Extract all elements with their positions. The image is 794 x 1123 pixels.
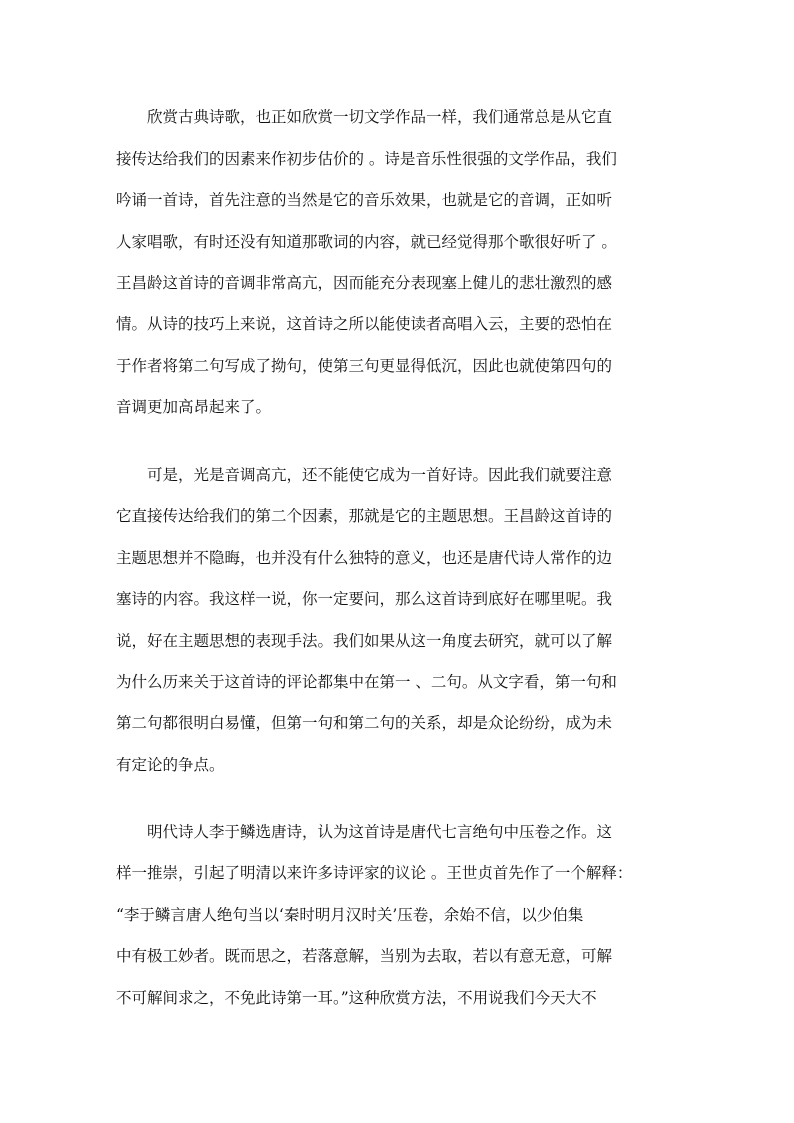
paragraph-line: 中有极工妙者。既而思之，若落意解，当别为去取，若以有意无意，可解 bbox=[116, 947, 613, 965]
paragraph-line: 音调更加高昂起来了。 bbox=[116, 398, 272, 416]
paragraph-line: 主题思想并不隐晦，也并没有什么独特的意义，也还是唐代诗人常作的边 bbox=[116, 549, 613, 567]
paragraph-line: 它直接传达给我们的第二个因素，那就是它的主题思想。王昌龄这首诗的 bbox=[116, 507, 613, 525]
paragraph-line: 情。从诗的技巧上来说，这首诗之所以能使读者高唱入云，主要的恐怕在 bbox=[116, 315, 613, 333]
paragraph-line: 为什么历来关于这首诗的评论都集中在第一 、二句。从文字看，第一句和 bbox=[116, 673, 617, 691]
paragraph-line: 王昌龄这首诗的音调非常高亢，因而能充分表现塞上健儿的悲壮激烈的感 bbox=[116, 274, 613, 292]
paragraph-line: 样一推崇，引起了明清以来许多诗评家的议论 。王世贞首先作了一个解释： bbox=[116, 864, 633, 882]
paragraph-line: 欣赏古典诗歌，也正如欣赏一切文学作品一样，我们通常总是从它直 bbox=[147, 108, 613, 126]
paragraph-line: 说，好在主题思想的表现手法。我们如果从这一角度去研究，就可以了解 bbox=[116, 632, 613, 650]
paragraph-line: 人家唱歌，有时还没有知道那歌词的内容，就已经觉得那个歌很好听了 。 bbox=[116, 233, 617, 251]
paragraph-line: 塞诗的内容。我这样一说，你一定要问，那么这首诗到底好在哪里呢。我 bbox=[116, 590, 613, 608]
paragraph-line: 接传达给我们的因素来作初步估价的 。诗是音乐性很强的文学作品，我们 bbox=[116, 150, 617, 168]
paragraph-line: 有定论的争点。 bbox=[116, 756, 225, 774]
paragraph-line: 不可解间求之，不免此诗第一耳。”这种欣赏方法，不用说我们今天大不 bbox=[116, 989, 597, 1007]
paragraph-line: 第二句都很明白易懂，但第一句和第二句的关系，却是众论纷纷，成为未 bbox=[116, 714, 613, 732]
paragraph-line: 明代诗人李于鳞选唐诗，认为这首诗是唐代七言绝句中压卷之作。这 bbox=[147, 823, 613, 841]
paragraph-line: 于作者将第二句写成了拗句，使第三句更显得低沉，因此也就使第四句的 bbox=[116, 357, 613, 375]
paragraph-line: 吟诵一首诗，首先注意的当然是它的音乐效果，也就是它的音调，正如听 bbox=[116, 191, 613, 209]
paragraph-line: “李于鳞言唐人绝句当以‘秦时明月汉时关’压卷，余始不信，以少伯集 bbox=[116, 906, 584, 924]
paragraph-line: 可是，光是音调高亢，还不能使它成为一首好诗。因此我们就要注意 bbox=[147, 466, 613, 484]
